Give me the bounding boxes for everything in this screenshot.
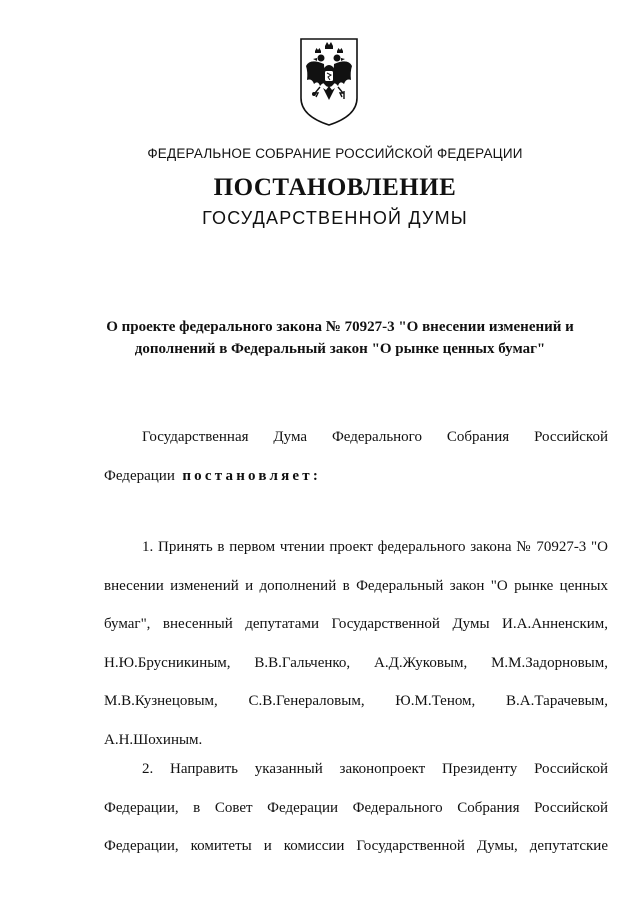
item-1-line: Н.Ю.Брусникиным, В.В.Гальченко, А.Д.Жуковым, М.М.Задорновым, — [104, 654, 608, 671]
item-1-line: внесении изменений и дополнений в Федеральный закон "О рынке ценных — [104, 577, 608, 594]
preamble-paragraph — [104, 418, 608, 495]
resolution-verb: постановляет: — [182, 467, 322, 484]
preamble-line: Государственная Дума Федерального Собрания Российской — [142, 429, 608, 445]
item-2-line: Федерации, комитеты и комиссии Государственной Думы, депутатские — [104, 838, 608, 854]
item-1-line: 1. Принять в первом чтении проект федерального закона № 70927-3 "О — [142, 539, 608, 555]
item-1-line: М.В.Кузнецовым, С.В.Генераловым, Ю.М.Теном, В.А.Тарачевым, — [104, 693, 608, 709]
document-title: ПОСТАНОВЛЕНИЕ — [213, 174, 457, 201]
document-subtitle: ГОСУДАРСТВЕННОЙ ДУМЫ — [202, 208, 468, 228]
document-subject — [100, 316, 580, 360]
subject-line: дополнений в Федеральный закон "О рынке ценных бумаг" — [134, 341, 546, 357]
item-1-line: А.Н.Шохиным. — [104, 731, 203, 748]
preamble-line-start: Федерации — [104, 467, 175, 484]
item-1-paragraph — [104, 528, 608, 759]
item-2-paragraph — [104, 750, 608, 866]
organization-name: ФЕДЕРАЛЬНОЕ СОБРАНИЕ РОССИЙСКОЙ ФЕДЕРАЦИИ — [147, 146, 523, 161]
item-2-line: 2. Направить указанный законопроект Президенту Российской — [142, 761, 608, 777]
subject-line: О проекте федерального закона № 70927-3 "О внесении изменений и — [106, 319, 574, 335]
item-1-line: бумаг", внесенный депутатами Государственной Думы И.А.Анненским, — [104, 616, 608, 632]
preamble-line — [104, 457, 608, 496]
russian-coat-of-arms-icon — [298, 36, 360, 128]
item-2-line: Федерации, в Совет Федерации Федерального Собрания Российской — [104, 799, 608, 816]
